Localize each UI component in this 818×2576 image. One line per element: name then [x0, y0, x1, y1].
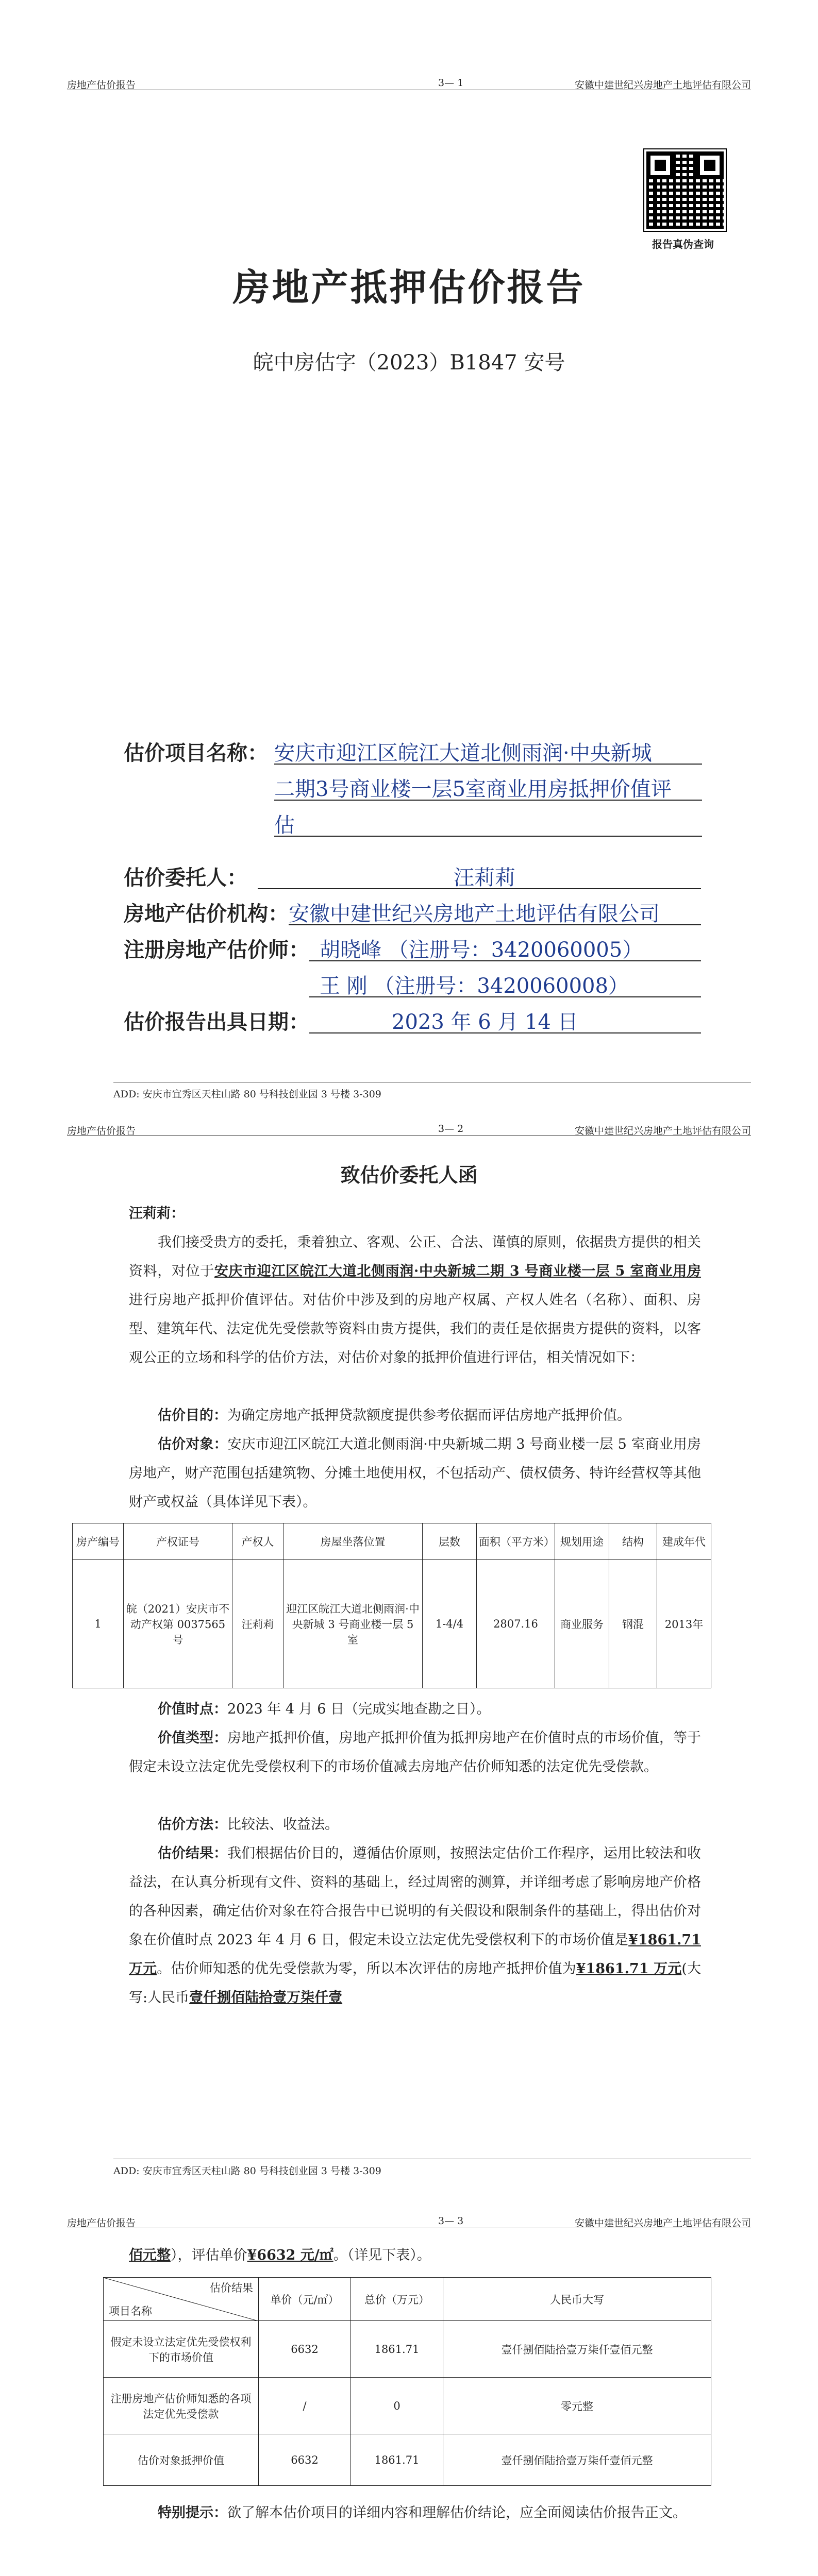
property-table — [72, 1523, 711, 1688]
underline — [274, 836, 702, 837]
table-cell: 注册房地产估价师知悉的各项法定优先受偿款 — [104, 2378, 259, 2434]
market-value: ¥1861.71 万元 — [129, 1932, 701, 1977]
table-cell: 壹仟捌佰陆拾壹万柒仟壹佰元整 — [443, 2434, 711, 2486]
table-header-row — [73, 1523, 711, 1560]
value-type-paragraph — [129, 1724, 701, 1782]
header-left: 房地产估价报告 — [67, 79, 136, 91]
header-company: 安徽中建世纪兴房地产土地评估有限公司 — [574, 2217, 751, 2229]
table-row — [73, 1560, 711, 1688]
object-text: 安庆市迎江区皖江大道北侧雨润·中央新城二期 3 号商业楼一层 5 室商业用房房地产，财产范围包括建筑物、分摊土地使用权，不包括动产、债权债务、特许经营权等其他财产或权益（具体详见下表）。 — [129, 1436, 701, 1510]
results-page — [0, 2205, 818, 2576]
table-cell: 6632 — [259, 2434, 351, 2486]
table-row — [104, 2378, 711, 2434]
org-value: 安徽中建世纪兴房地产土地评估有限公司 — [289, 902, 660, 926]
result-paragraph — [129, 1839, 701, 2012]
value-in-words: 壹仟捌佰陆拾壹万柒仟壹 — [189, 1990, 343, 2006]
underline — [289, 924, 701, 925]
notice-label: 特别提示： — [158, 2505, 227, 2521]
method-label: 估价方法： — [158, 1817, 227, 1833]
purpose-text: 为确定房地产抵押贷款额度提供参考依据而评估房地产抵押价值。 — [227, 1408, 631, 1423]
table-header: 产权人 — [232, 1523, 283, 1560]
value-date-text: 2023 年 4 月 6 日（完成实地查勘之日）。 — [227, 1701, 491, 1717]
table-cell: 1-4/4 — [423, 1560, 477, 1688]
table-cell: 皖（2021）安庆市不动产权第 0037565 号 — [124, 1560, 232, 1688]
client-value: 汪莉莉 — [454, 866, 515, 890]
page-footer: ADD: 安庆市宜秀区天柱山路 80 号科技创业园 3 号楼 3-309 — [113, 1082, 751, 1104]
result-label: 估价结果： — [158, 1845, 228, 1861]
value-type-label: 价值类型： — [158, 1730, 228, 1746]
report-title: 房地产抵押估价报告 — [232, 265, 586, 309]
project-name-line1: 安庆市迎江区皖江大道北侧雨润·中央新城 — [274, 741, 652, 765]
table-header: 结构 — [609, 1523, 657, 1560]
table-cell: 估价对象抵押价值 — [104, 2434, 259, 2486]
qr-code-icon[interactable] — [644, 149, 726, 231]
table-cell: 商业服务 — [555, 1560, 609, 1688]
intro-address: 安庆市迎江区皖江大道北侧雨润·中央新城二期 3 号商业楼一层 5 室商业用房 — [214, 1263, 702, 1279]
table-cell: 钢混 — [609, 1560, 657, 1688]
page-footer: ADD: 安庆市宜秀区天柱山路 80 号科技创业园 3 号楼 3-309 — [113, 2159, 751, 2181]
project-name-label: 估价项目名称： — [124, 741, 268, 765]
date-value: 2023 年 6 月 14 日 — [392, 1010, 578, 1034]
table-cell: / — [259, 2378, 351, 2434]
table-header: 建成年代 — [657, 1523, 711, 1560]
result-text-a: 我们根据估价目的，遵循估价原则，按照法定估价工作程序，运用比较法和收益法，在认真分析现有文件、资料的基础上，经过周密的测算，并详细考虑了影响房地产价格的各种因素，确定估价对象在符合报告中已说明的有关假设和限制条件的基础上，得出估价对象在价值时点 2023 年 4 月 6 日，假定未设立法定优先受偿权利下的市场价值是 — [129, 1845, 702, 1948]
table-header: 房屋坐落位置 — [283, 1523, 423, 1560]
header-left: 房地产估价报告 — [67, 2217, 136, 2229]
table-cell: 汪莉莉 — [232, 1560, 283, 1688]
result-text-d: ），评估单价 — [171, 2247, 247, 2263]
intro-a: 我们接受贵方的委托，秉着独立、客观、公正、合法、谨慎的原则，依据贵方提供的相关资料，对位于 — [129, 1234, 701, 1279]
underline — [258, 888, 701, 889]
page-number: 3— 2 — [438, 1123, 464, 1134]
underline — [309, 960, 701, 961]
table-row — [104, 2434, 711, 2486]
corner-top: 估价结果 — [210, 2282, 253, 2294]
header-company: 安徽中建世纪兴房地产土地评估有限公司 — [574, 79, 751, 91]
result-col-header: 人民币大写 — [443, 2278, 711, 2321]
result-text-c: (大写:人民币 — [129, 1961, 701, 2006]
letter-page — [0, 1113, 818, 2205]
table-cell: 2013年 — [657, 1560, 711, 1688]
table-cell: 1861.71 — [351, 2434, 443, 2486]
report-number: 皖中房估字（2023）B1847 安号 — [253, 351, 565, 375]
result-continuation — [129, 2241, 701, 2270]
letter-title: 致估价委托人函 — [340, 1163, 478, 1187]
mortgage-value: ¥1861.71 万元 — [576, 1961, 682, 1977]
valuer-1: 胡晓峰 （注册号：3420060005） — [320, 938, 643, 962]
cover-page — [0, 0, 818, 1113]
corner-cell — [104, 2278, 259, 2321]
table-cell: 6632 — [259, 2321, 351, 2378]
table-header: 层数 — [423, 1523, 477, 1560]
qr-caption: 报告真伪查询 — [652, 238, 714, 250]
salutation: 汪莉莉： — [129, 1206, 185, 1222]
result-text-e: 。（详见下表）。 — [333, 2247, 431, 2263]
underline — [309, 996, 701, 997]
page-number: 3— 3 — [438, 2215, 464, 2227]
project-name-line2: 二期3号商业楼一层5室商业用房抵押价值评 — [274, 777, 672, 801]
table-cell: 2807.16 — [476, 1560, 555, 1688]
client-label: 估价委托人： — [124, 866, 247, 890]
table-header: 产权证号 — [124, 1523, 232, 1560]
result-col-header: 单价（元/㎡） — [259, 2278, 351, 2321]
table-cell: 零元整 — [443, 2378, 711, 2434]
table-cell: 假定未设立法定优先受偿权利下的市场价值 — [104, 2321, 259, 2378]
underline — [274, 800, 702, 801]
table-cell: 0 — [351, 2378, 443, 2434]
page-header — [67, 2215, 751, 2228]
purpose-paragraph — [129, 1401, 701, 1430]
table-header: 面积（平方米） — [476, 1523, 555, 1560]
result-col-header: 总价（万元） — [351, 2278, 443, 2321]
unit-price: ¥6632 元/㎡ — [247, 2247, 333, 2263]
object-label: 估价对象： — [158, 1436, 228, 1452]
result-text-b: 。估价师知悉的优先受偿款为零，所以本次评估的房地产抵押价值为 — [157, 1961, 576, 1977]
method-text: 比较法、收益法。 — [227, 1817, 339, 1833]
value-in-words-end: 佰元整 — [129, 2247, 171, 2263]
valuer-2: 王 刚 （注册号：3420060008） — [320, 974, 629, 998]
page-number: 3— 1 — [438, 77, 464, 89]
intro-paragraph — [129, 1228, 701, 1372]
date-label: 估价报告出具日期： — [124, 1010, 309, 1034]
header-company: 安徽中建世纪兴房地产土地评估有限公司 — [574, 1125, 751, 1137]
underline — [309, 1032, 701, 1033]
result-table — [103, 2277, 711, 2486]
page-header — [67, 1123, 751, 1136]
notice-text: 欲了解本估价项目的详细内容和理解估价结论，应全面阅读估价报告正文。 — [227, 2505, 687, 2521]
table-header: 规划用途 — [555, 1523, 609, 1560]
underline — [274, 764, 702, 765]
value-date-label: 价值时点： — [158, 1701, 227, 1717]
table-cell: 1861.71 — [351, 2321, 443, 2378]
result-header-row — [104, 2278, 711, 2321]
table-cell: 迎江区皖江大道北侧雨润·中央新城 3 号商业楼一层 5 室 — [283, 1560, 423, 1688]
org-label: 房地产估价机构： — [124, 902, 289, 926]
method-paragraph — [129, 1810, 701, 1839]
value-date-paragraph — [129, 1695, 701, 1724]
valuer-label: 注册房地产估价师： — [124, 938, 309, 962]
project-name-line3: 估 — [274, 814, 295, 837]
purpose-label: 估价目的： — [158, 1408, 227, 1423]
object-paragraph — [129, 1430, 701, 1517]
table-header: 房产编号 — [73, 1523, 124, 1560]
value-type-text: 房地产抵押价值，房地产抵押价值为抵押房地产在价值时点的市场价值，等于假定未设立法定优先受偿权利下的市场价值减去房地产估价师知悉的法定优先受偿款。 — [129, 1730, 702, 1775]
table-cell: 1 — [73, 1560, 124, 1688]
header-left: 房地产估价报告 — [67, 1125, 136, 1137]
special-notice — [129, 2499, 701, 2528]
intro-c: 进行房地产抵押价值评估。对估价中涉及到的房地产权属、产权人姓名（名称）、面积、房型、建筑年代、法定优先受偿款等资料由贵方提供，我们的责任是依据贵方提供的资料，以客观公正的立场和科学的估价方法，对估价对象的抵押价值进行评估，相关情况如下： — [129, 1292, 701, 1366]
table-row — [104, 2321, 711, 2378]
page-header — [67, 77, 751, 90]
corner-bottom: 项目名称 — [109, 2305, 152, 2317]
table-cell: 壹仟捌佰陆拾壹万柒仟壹佰元整 — [443, 2321, 711, 2378]
